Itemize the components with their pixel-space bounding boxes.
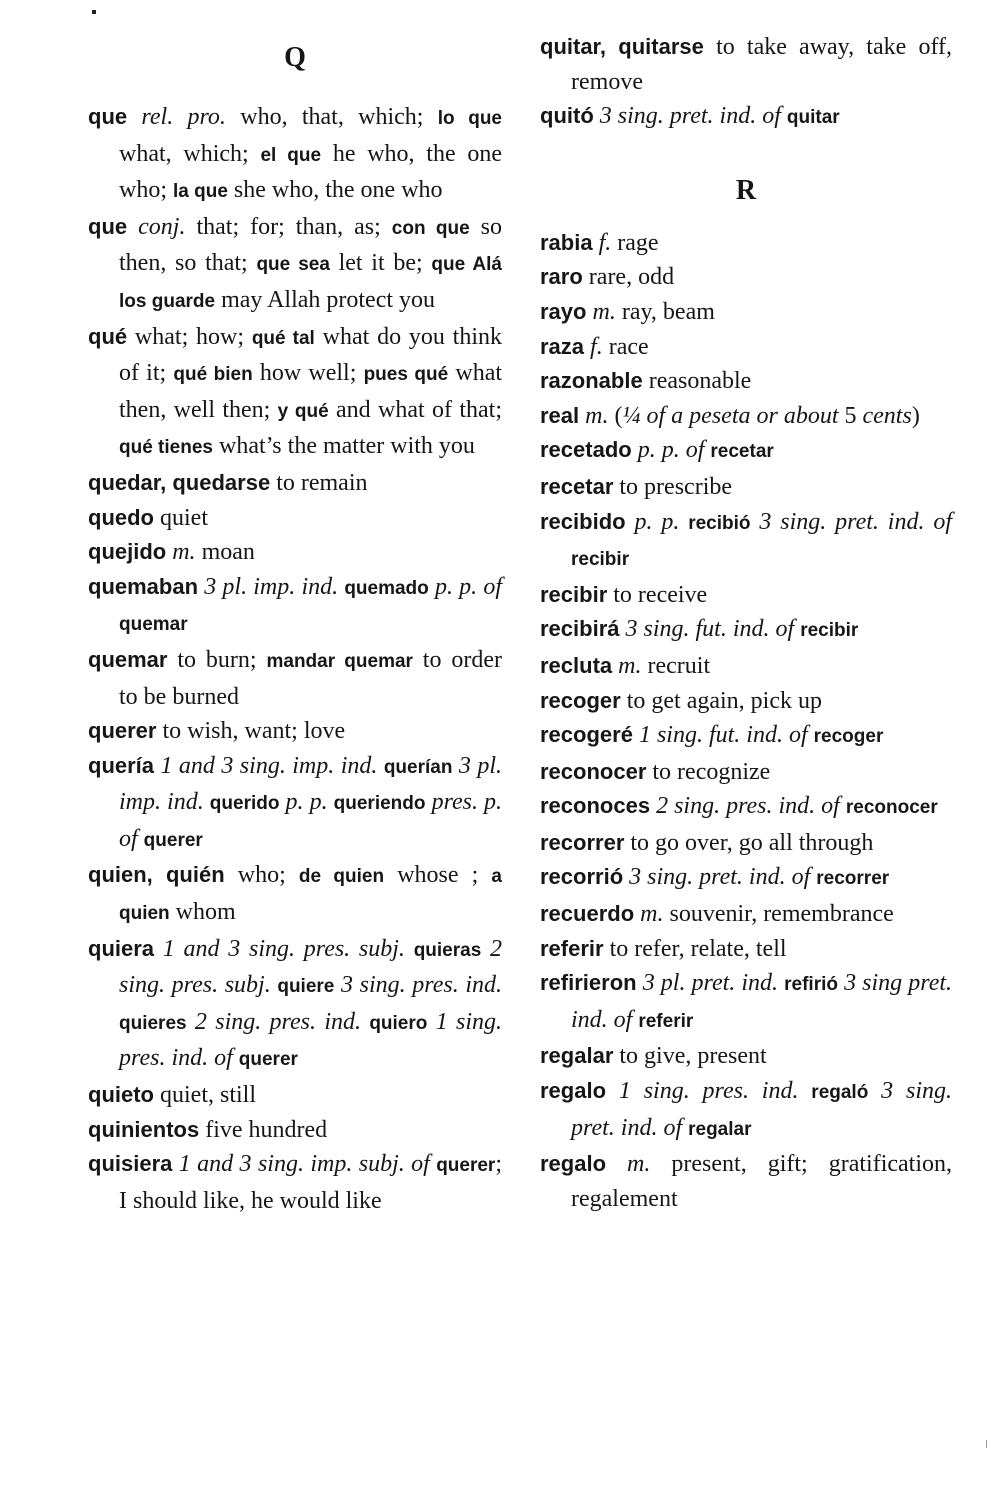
headword: quien, quién (88, 862, 225, 888)
grammar-label: 3 pl. imp. ind. (119, 752, 503, 816)
dictionary-entry: quieto quiet, still (88, 1082, 256, 1109)
dictionary-entry: querer to wish, want; love (88, 718, 346, 745)
grammar-label: 3 sing. pres. ind. (341, 972, 502, 999)
headword: regalo (540, 1151, 607, 1177)
bold-form: mandar quemar (266, 650, 413, 672)
dictionary-entry: reconocer to recognize (540, 758, 771, 785)
dictionary-entry: recorrer to go over, go all through (540, 829, 874, 856)
grammar-label: cents (862, 402, 912, 429)
headword: quemar (88, 646, 168, 672)
dictionary-entry: real m. (¼ of a peseta or about 5 cents) (540, 402, 920, 429)
headword: quisiera (88, 1151, 173, 1177)
dictionary-entry: regalar to give, present (540, 1043, 767, 1070)
bold-form: pues qué (363, 364, 449, 386)
dictionary-entry: rabia f. rage (540, 229, 659, 256)
bold-form: referir (638, 1010, 694, 1032)
dictionary-entry: qué what; how; qué tal what do you think of it; qué bien how well; pues qué what then, well then; y qué and what of that; qué tienes what’s the matter with you (88, 323, 503, 460)
grammar-label: 3 sing. pret. ind. of (759, 508, 952, 535)
grammar-label: m. (640, 901, 664, 928)
grammar-label: m. (172, 539, 196, 566)
grammar-label: conj. (138, 213, 186, 240)
bold-form: quitar (786, 107, 840, 129)
bold-form: refirió (784, 974, 838, 996)
grammar-label: m. (585, 402, 609, 429)
bold-form: recibir (800, 620, 859, 642)
grammar-label: p. p. (285, 789, 328, 816)
dictionary-entry: regalo m. present, gift; gratification, regalement (540, 1151, 952, 1212)
headword: rabia (540, 229, 593, 255)
dictionary-entry: quien, quién who; de quien whose ; a quien whom (88, 862, 502, 926)
bold-form: lo que (437, 108, 503, 129)
headword: regalar (540, 1043, 614, 1069)
dictionary-entry: razonable reasonable (540, 368, 752, 395)
headword: regalo (540, 1078, 607, 1104)
grammar-label: f. (598, 229, 612, 256)
bold-form: reconocer (845, 797, 938, 819)
dictionary-entry: raro rare, odd (540, 264, 675, 291)
grammar-label: 3 sing. fut. ind. of (625, 616, 795, 643)
left-column (88, 30, 502, 1218)
bold-form: recibió (688, 512, 751, 534)
dictionary-entry: recetar to prescribe (540, 473, 733, 500)
headword: razonable (540, 368, 643, 394)
headword: recogeré (540, 722, 633, 748)
headword: recetar (540, 473, 614, 499)
headword: raza (540, 333, 585, 359)
headword: real (540, 402, 580, 428)
dictionary-entry: quitar, quitarse to take away, take off, remove (540, 34, 952, 95)
dictionary-entry (88, 932, 502, 1078)
bold-form: de quien (298, 866, 385, 888)
bold-form: quemado (344, 577, 429, 599)
dictionary-entry: que rel. pro. who, that, which; lo que what, which; el que he who, the one who; la que she who, the one who (88, 104, 503, 204)
grammar-label: p. p. of (637, 437, 705, 464)
dictionary-entry: quedar, quedarse to remain (88, 469, 368, 496)
headword: quedar, quedarse (88, 469, 271, 495)
bold-form: regalar (688, 1118, 752, 1140)
bold-form: el que (260, 144, 322, 166)
bold-form: qué tienes (119, 437, 213, 459)
margin-mark (986, 1440, 987, 1448)
dictionary-entry (88, 570, 502, 643)
headword: recluta (540, 652, 613, 678)
grammar-label: 1 and 3 sing. imp. subj. of (178, 1151, 430, 1178)
bold-form: qué tal (251, 327, 315, 349)
headword: recorrió (540, 864, 624, 890)
grammar-label: m. (627, 1151, 651, 1178)
grammar-label: p. p. of (434, 573, 502, 600)
bold-form: quiero (369, 1012, 428, 1034)
dictionary-entry (540, 860, 952, 897)
grammar-label: 1 sing. pres. ind. (618, 1078, 799, 1105)
headword: recorrer (540, 829, 625, 855)
grammar-label: 1 sing. pres. ind. of (119, 1008, 503, 1072)
grammar-label: 2 sing. pres. ind. (194, 1008, 361, 1035)
dictionary-entry: recluta m. recruit (540, 652, 711, 679)
headword: quitar, quitarse (540, 34, 704, 59)
bold-form: quieres (119, 1012, 187, 1034)
r-entries (540, 226, 952, 1217)
headword: querer (88, 718, 157, 744)
headword: referir (540, 935, 604, 961)
headword: reconocer (540, 758, 647, 784)
grammar-label: 2 sing. pres. subj. (119, 935, 503, 999)
dictionary-entry (540, 505, 952, 578)
headword: quinientos (88, 1116, 200, 1142)
dictionary-entry: recuerdo m. souvenir, remembrance (540, 901, 894, 928)
dictionary-entry: rayo m. ray, beam (540, 298, 715, 325)
bold-form: quieras (413, 939, 482, 961)
headword: quitó (540, 103, 594, 129)
bold-form: recibir (571, 549, 630, 571)
dictionary-entry: quedo quiet (88, 504, 208, 531)
dictionary-entry: quemar to burn; mandar quemar to order to be burned (88, 646, 503, 710)
grammar-label: 3 pl. imp. ind. (204, 573, 339, 600)
headword: recibido (540, 508, 626, 534)
headword: recuerdo (540, 901, 635, 927)
bold-form: querer (238, 1049, 298, 1071)
headword: recibirá (540, 616, 620, 642)
dictionary-entry (540, 612, 952, 649)
dictionary-entry (540, 718, 952, 755)
grammar-label: 3 sing. pret. ind. of (629, 864, 811, 891)
grammar-label: m. (618, 652, 642, 679)
right-column (540, 30, 952, 1216)
grammar-label: ¼ of a peseta or about (622, 402, 839, 429)
grammar-label: 2 sing. pres. ind. of (656, 793, 840, 820)
headword: rayo (540, 298, 587, 324)
bold-form: que Alá los guarde (119, 254, 502, 312)
dictionary-entry: recoger to get again, pick up (540, 687, 822, 714)
grammar-label: 3 pl. pret. ind. (642, 970, 779, 997)
headword: quedo (88, 504, 154, 530)
bold-form: la que (173, 181, 228, 203)
bold-form: que sea (256, 254, 330, 276)
bold-form: querido (209, 793, 280, 815)
grammar-label: 1 and 3 sing. imp. ind. (160, 752, 378, 779)
bold-form: regaló (811, 1082, 869, 1104)
headword: quiera (88, 935, 155, 961)
headword: reconoces (540, 793, 651, 819)
dictionary-entry (540, 99, 952, 136)
headword: qué (88, 323, 128, 349)
dictionary-entry (88, 749, 502, 859)
grammar-label: 3 sing. pret. ind. of (571, 1078, 952, 1141)
headword: quieto (88, 1082, 154, 1108)
bold-form: a quien (119, 866, 502, 925)
bold-form: queriendo (333, 793, 426, 815)
bold-form: quiere (277, 976, 335, 998)
dictionary-entry (540, 1074, 952, 1147)
section-heading-r: R (735, 174, 757, 206)
dictionary-entry (540, 433, 952, 470)
headword: quemaban (88, 573, 199, 599)
dictionary-entry: recibir to receive (540, 581, 708, 608)
dictionary-entry (540, 789, 952, 826)
bold-form: recorrer (816, 868, 890, 890)
dictionary-entry: quinientos five hundred (88, 1116, 328, 1143)
dictionary-entry (540, 966, 952, 1039)
headword: que (88, 104, 128, 129)
grammar-label: 1 sing. fut. ind. of (638, 722, 808, 749)
dictionary-entry: quejido m. moan (88, 539, 255, 566)
q-entries-continued (540, 30, 952, 136)
dictionary-entry: que conj. that; for; than, as; con que so then, so that; que sea let it be; que Alá los guarde may Allah protect you (88, 213, 503, 313)
bold-form: quemar (119, 614, 188, 636)
grammar-label: 1 and 3 sing. pres. subj. (162, 935, 405, 962)
bold-form: y qué (277, 400, 329, 422)
grammar-label: 3 sing. pret. ind. of (599, 103, 781, 130)
grammar-label: m. (592, 298, 616, 325)
grammar-label: p. p. (634, 508, 680, 535)
dictionary-entry: raza f. race (540, 333, 649, 360)
dictionary-entry: referir to refer, relate, tell (540, 935, 787, 962)
grammar-label: 3 sing pret. ind. of (571, 970, 953, 1033)
section-heading-q: Q (284, 42, 306, 73)
grammar-label: f. (590, 333, 603, 360)
q-entries (88, 100, 502, 1218)
bold-form: querer (143, 829, 203, 851)
headword: quejido (88, 539, 167, 565)
headword: recibir (540, 581, 608, 607)
bold-form: querían (383, 756, 453, 778)
headword: recoger (540, 687, 621, 713)
corner-dot (92, 10, 96, 14)
headword: raro (540, 264, 583, 290)
grammar-label: rel. pro. (141, 104, 226, 130)
bold-form: recetar (710, 441, 774, 463)
dictionary-entry: quisiera 1 and 3 sing. imp. subj. of querer; I should like, he would like (88, 1151, 502, 1214)
headword: recetado (540, 437, 632, 463)
bold-form: recoger (813, 726, 884, 748)
bold-form: querer (436, 1155, 496, 1177)
bold-form: con que (391, 217, 470, 239)
headword: refirieron (540, 970, 637, 996)
grammar-label: pres. p. of (119, 789, 503, 852)
headword: que (88, 213, 128, 239)
bold-form: qué bien (173, 364, 253, 386)
headword: quería (88, 752, 155, 778)
